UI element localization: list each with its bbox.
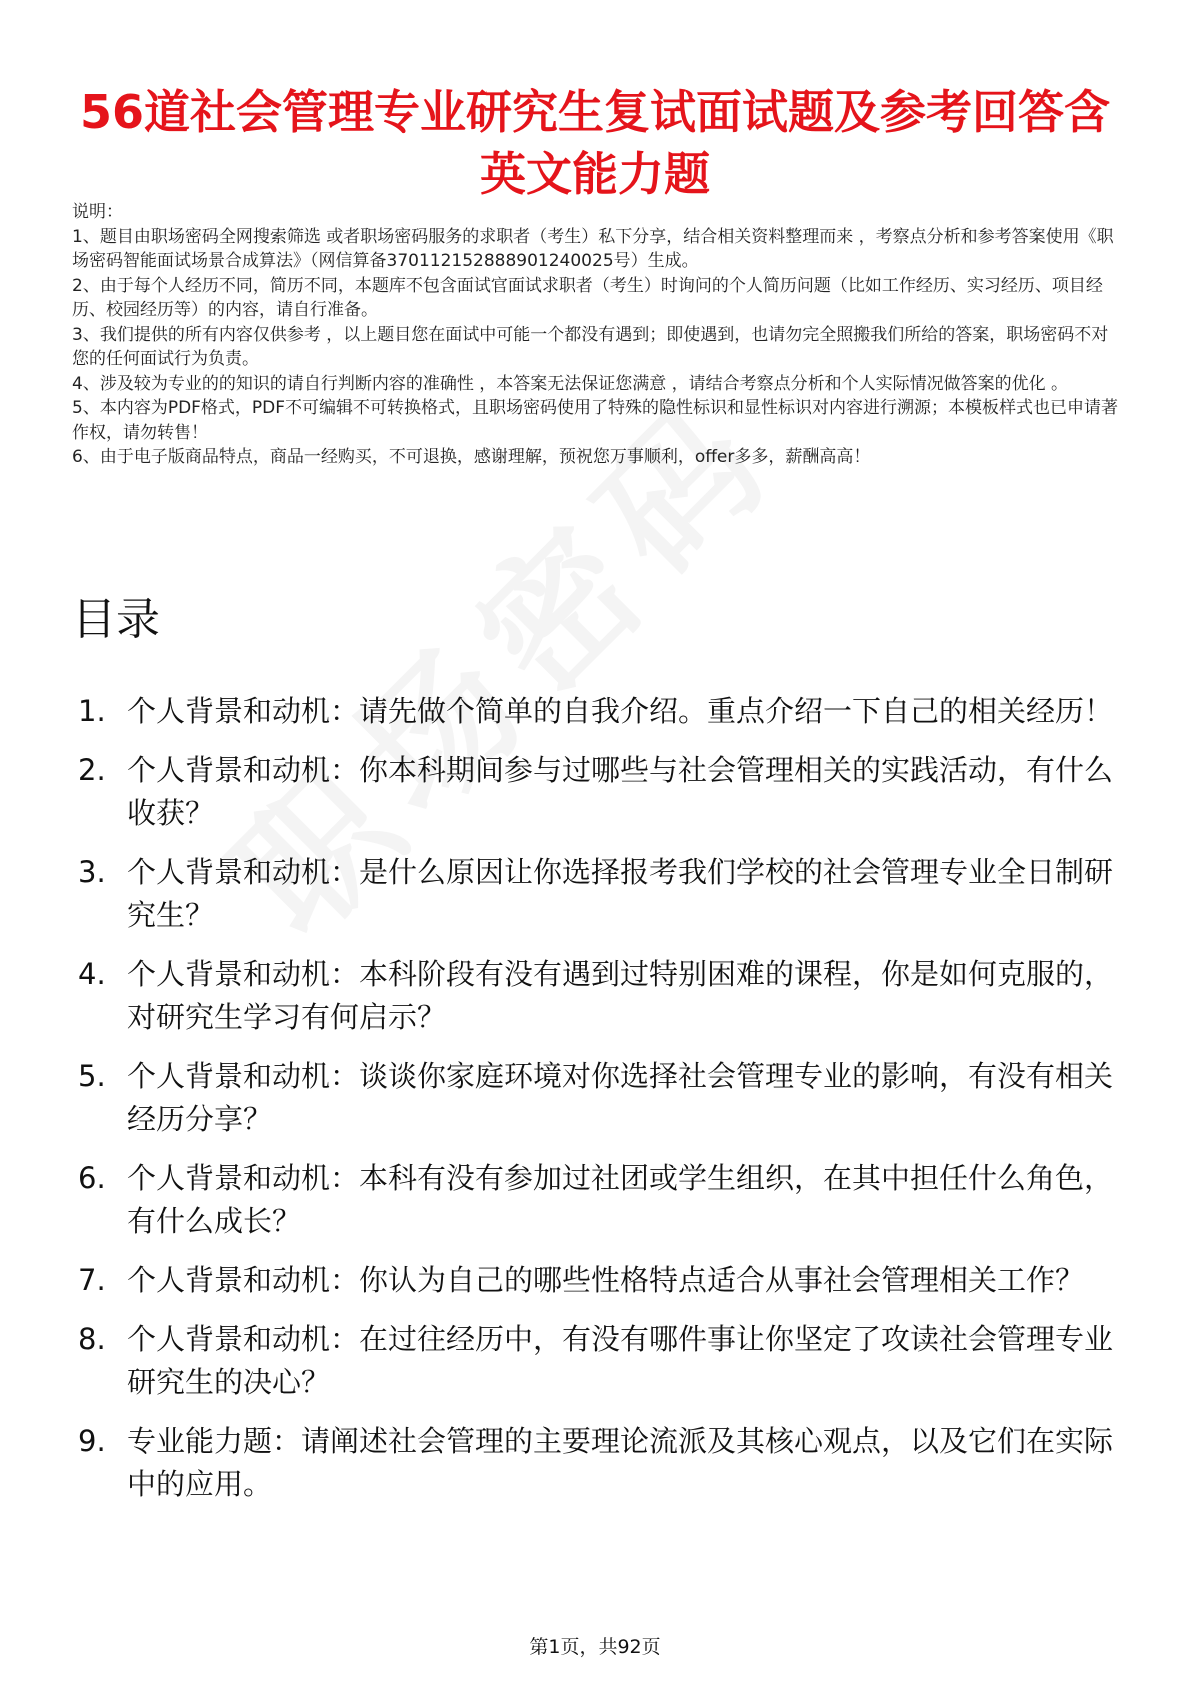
toc-item[interactable] bbox=[72, 749, 1120, 835]
toc-item-number: 2. bbox=[78, 753, 106, 787]
note-item: 3、我们提供的所有内容仅供参考 ，以上题目您在面试中可能一个都没有遇到；即使遇到，也请勿完全照搬我们所给的答案，职场密码不对您的任何面试行为负责。 bbox=[72, 324, 1109, 369]
toc-item-number: 1. bbox=[78, 694, 106, 728]
page-footer: 第1页，共92页 bbox=[529, 1636, 661, 1658]
notes-section bbox=[72, 200, 1120, 470]
toc-item[interactable] bbox=[72, 1318, 1120, 1404]
document-title: 56道社会管理专业研究生复试面试题及参考回答含英文能力题 bbox=[79, 84, 1110, 201]
toc-item[interactable] bbox=[72, 1420, 1120, 1506]
toc-item[interactable] bbox=[72, 1157, 1120, 1243]
toc-item[interactable] bbox=[72, 1259, 1120, 1302]
toc-item-text: 专业能力题：请阐述社会管理的主要理论流派及其核心观点，以及它们在实际中的应用。 bbox=[127, 1424, 1114, 1501]
toc-list bbox=[72, 690, 1120, 1522]
toc-item[interactable] bbox=[72, 851, 1120, 937]
toc-item-text: 个人背景和动机：是什么原因让你选择报考我们学校的社会管理专业全日制研究生？ bbox=[127, 855, 1114, 932]
toc-item-text: 个人背景和动机：你本科期间参与过哪些与社会管理相关的实践活动，有什么收获？ bbox=[127, 753, 1114, 830]
toc-item-number: 8. bbox=[78, 1322, 106, 1356]
toc-item-text: 个人背景和动机：请先做个简单的自我介绍。重点介绍一下自己的相关经历！ bbox=[127, 694, 1114, 728]
note-item: 6、由于电子版商品特点，商品一经购买，不可退换，感谢理解，预祝您万事顺利，offer多多，薪酬高高！ bbox=[72, 447, 871, 467]
toc-item-number: 5. bbox=[78, 1059, 106, 1093]
note-item: 4、涉及较为专业的的知识的请自行判断内容的准确性 ，本答案无法保证您满意 ，请结合考察点分析和个人实际情况做答案的优化 。 bbox=[72, 373, 1069, 394]
toc-item-number: 7. bbox=[78, 1263, 106, 1297]
toc-heading: 目录 bbox=[72, 594, 160, 645]
toc-item[interactable] bbox=[72, 1055, 1120, 1141]
notes-label: 说明： bbox=[72, 202, 123, 222]
note-item: 1、题目由职场密码全网搜索筛选 或者职场密码服务的求职者（考生）私下分享，结合相关资料整理而来 ，考察点分析和参考答案使用《职场密码智能面试场景合成算法》（网信算备370112152888901240025号）生成。 bbox=[72, 226, 1114, 271]
toc-item-number: 3. bbox=[78, 855, 106, 889]
toc-item-text: 个人背景和动机：在过往经历中，有没有哪件事让你坚定了攻读社会管理专业研究生的决心？ bbox=[127, 1322, 1114, 1399]
toc-item[interactable] bbox=[72, 690, 1120, 733]
toc-item-number: 6. bbox=[78, 1161, 106, 1195]
toc-item-text: 个人背景和动机：本科有没有参加过社团或学生组织，在其中担任什么角色，有什么成长？ bbox=[127, 1161, 1114, 1238]
toc-item-text: 个人背景和动机：谈谈你家庭环境对你选择社会管理专业的影响，有没有相关经历分享？ bbox=[127, 1059, 1114, 1136]
toc-item-number: 4. bbox=[78, 957, 106, 991]
toc-item-number: 9. bbox=[78, 1424, 106, 1458]
note-item: 2、由于每个人经历不同，简历不同，本题库不包含面试官面试求职者（考生）时询问的个人简历问题（比如工作经历、实习经历、项目经历、校园经历等）的内容，请自行准备。 bbox=[72, 275, 1103, 320]
note-item: 5、本内容为PDF格式，PDF不可编辑不可转换格式，且职场密码使用了特殊的隐性标识和显性标识对内容进行溯源；本模板样式也已申请著作权，请勿转售！ bbox=[72, 398, 1119, 443]
toc-item-text: 个人背景和动机：你认为自己的哪些性格特点适合从事社会管理相关工作？ bbox=[127, 1263, 1085, 1297]
toc-item[interactable] bbox=[72, 953, 1120, 1039]
toc-item-text: 个人背景和动机：本科阶段有没有遇到过特别困难的课程，你是如何克服的，对研究生学习有何启示？ bbox=[127, 957, 1114, 1034]
